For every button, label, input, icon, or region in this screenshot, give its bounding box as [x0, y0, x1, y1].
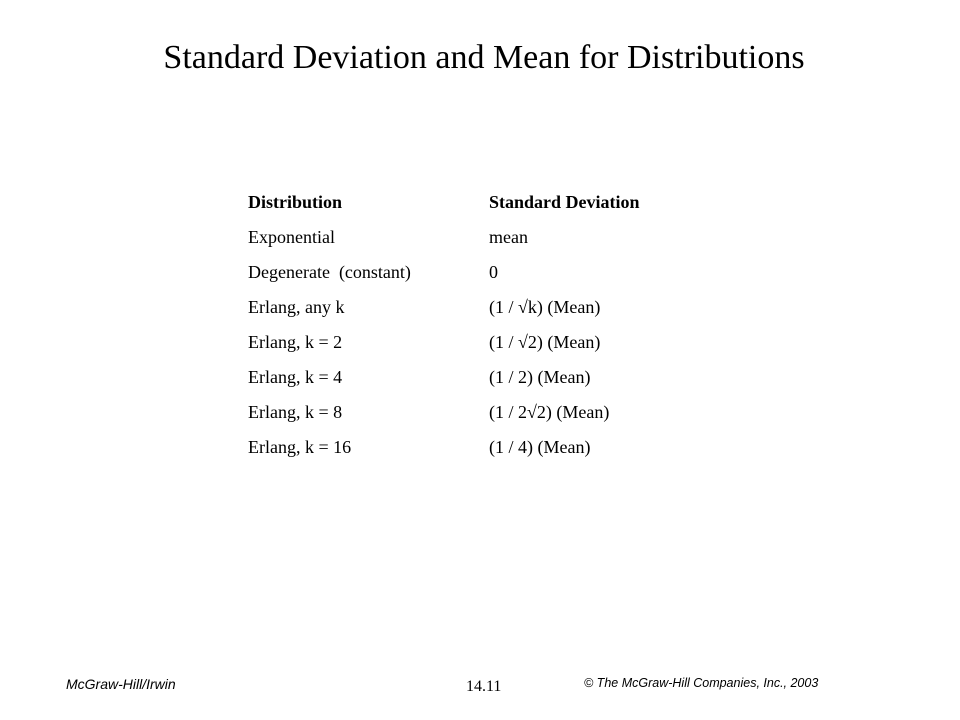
table-row	[248, 220, 640, 255]
table-row	[248, 360, 640, 395]
std-dev-cell: (1 / √2) (Mean)	[489, 332, 601, 352]
distribution-table	[248, 185, 640, 465]
distribution-cell: Erlang, k = 2	[248, 332, 343, 352]
table-row	[248, 255, 640, 290]
distribution-cell: Erlang, k = 8	[248, 402, 343, 422]
footer-copyright: © The McGraw-Hill Companies, Inc., 2003	[584, 676, 819, 690]
slide-number: 14.11	[466, 678, 502, 695]
footer-publisher: McGraw-Hill/Irwin	[66, 676, 176, 692]
table-row	[248, 325, 640, 360]
table-header-row	[248, 185, 640, 220]
slide-title: Standard Deviation and Mean for Distributions	[163, 39, 805, 76]
distribution-cell: Exponential	[248, 227, 335, 247]
table-row	[248, 290, 640, 325]
std-dev-cell: 0	[489, 262, 498, 282]
table-row	[248, 430, 640, 465]
std-dev-cell: (1 / 4) (Mean)	[489, 437, 591, 457]
header-distribution: Distribution	[248, 192, 343, 212]
table-row	[248, 395, 640, 430]
std-dev-cell: mean	[489, 227, 528, 247]
distribution-cell: Degenerate (constant)	[248, 262, 411, 282]
header-standard-deviation: Standard Deviation	[489, 192, 640, 212]
std-dev-cell: (1 / 2√2) (Mean)	[489, 402, 610, 422]
distribution-cell: Erlang, k = 16	[248, 437, 352, 457]
std-dev-cell: (1 / 2) (Mean)	[489, 367, 591, 387]
std-dev-cell: (1 / √k) (Mean)	[489, 297, 601, 317]
distribution-cell: Erlang, any k	[248, 297, 345, 317]
distribution-cell: Erlang, k = 4	[248, 367, 343, 387]
